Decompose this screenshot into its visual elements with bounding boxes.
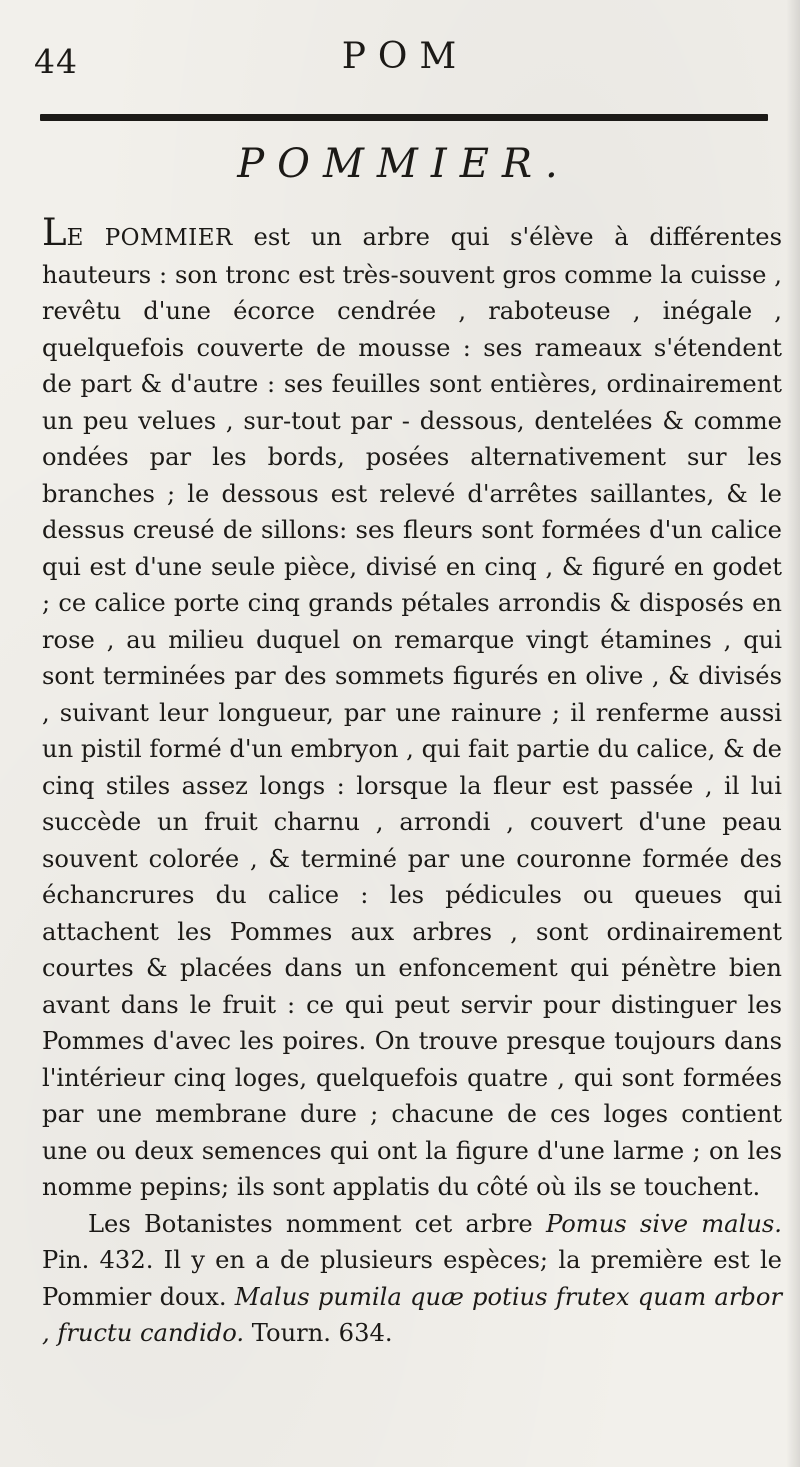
botanical-name-italic-b: Malus pumila quæ potius frutex quam arbor , fructu candido. xyxy=(42,1282,783,1347)
entry-title: POMMIER. xyxy=(237,141,571,187)
page-number: 44 xyxy=(34,42,78,81)
running-head: POM xyxy=(341,36,469,77)
description-text: est un arbre qui s'élève à différentes hauteurs : son tronc est très-souvent gros comme la cuisse , revêtu d'une écorce cendrée , raboteuse , inégale , quelquefois couverte de mousse : ses rameaux s'étendent de part & d'autre : ses feuilles sont entières, ordinairement un peu velues , sur-tout par - dessous, dentelées & comme ondées par les bords, posées alternativement sur les branches ; le dessous est relevé d'arrêtes saillantes, & le dessus creusé de sillons: ses fleurs sont formées d'un calice qui est d'une seule pièce, divisé en cinq , & figuré en godet ; ce calice porte cinq grands pétales arrondis & disposés en rose , au milieu duquel on remarque vingt étamines , qui sont terminées par des sommets figurés en olive , & divisés , suivant leur longueur, par une rainure ; il renferme aussi un pistil formé d'un embryon , qui fait partie du calice, & de cinq stiles assez longs : lorsque la fleur est passée , il lui succède un fruit charnu , arrondi , couvert d'une peau souvent colorée , & terminé par une couronne formée des échancrures du calice : les pédicules ou queues qui attachent les Pommes aux arbres , sont ordinairement courtes & placées dans un enfoncement qui pénètre bien avant dans le fruit : ce qui peut servir pour distinguer les Pommes d'avec les poires. On trouve presque toujours dans l'intérieur cinq loges, quelquefois quatre , qui sont formées par une membrane dure ; chacune de ces loges contient une ou deux semences qui ont la figure d'une larme ; on les nomme pepins; ils sont applatis du côté où ils se touchent. xyxy=(42,223,782,1201)
paragraph-description xyxy=(42,211,782,1206)
paragraph-botanical-names xyxy=(42,1206,782,1352)
lead-word: E POMMIER xyxy=(66,225,233,251)
header-rule xyxy=(40,114,768,121)
page-edge-shadow xyxy=(786,0,800,1467)
initial-letter: L xyxy=(42,211,67,254)
botanical-text-c: Tourn. 634. xyxy=(244,1319,393,1347)
botanical-text-a: Les Botanistes nomment cet arbre xyxy=(88,1209,546,1238)
botanical-name-italic-a: Pomus sive malus. xyxy=(545,1209,782,1238)
entry-body xyxy=(42,211,783,1352)
botanical-text-b: Pin. 432. Il y en a de plusieurs espèces; la première est le Pommier doux. xyxy=(42,1246,782,1311)
